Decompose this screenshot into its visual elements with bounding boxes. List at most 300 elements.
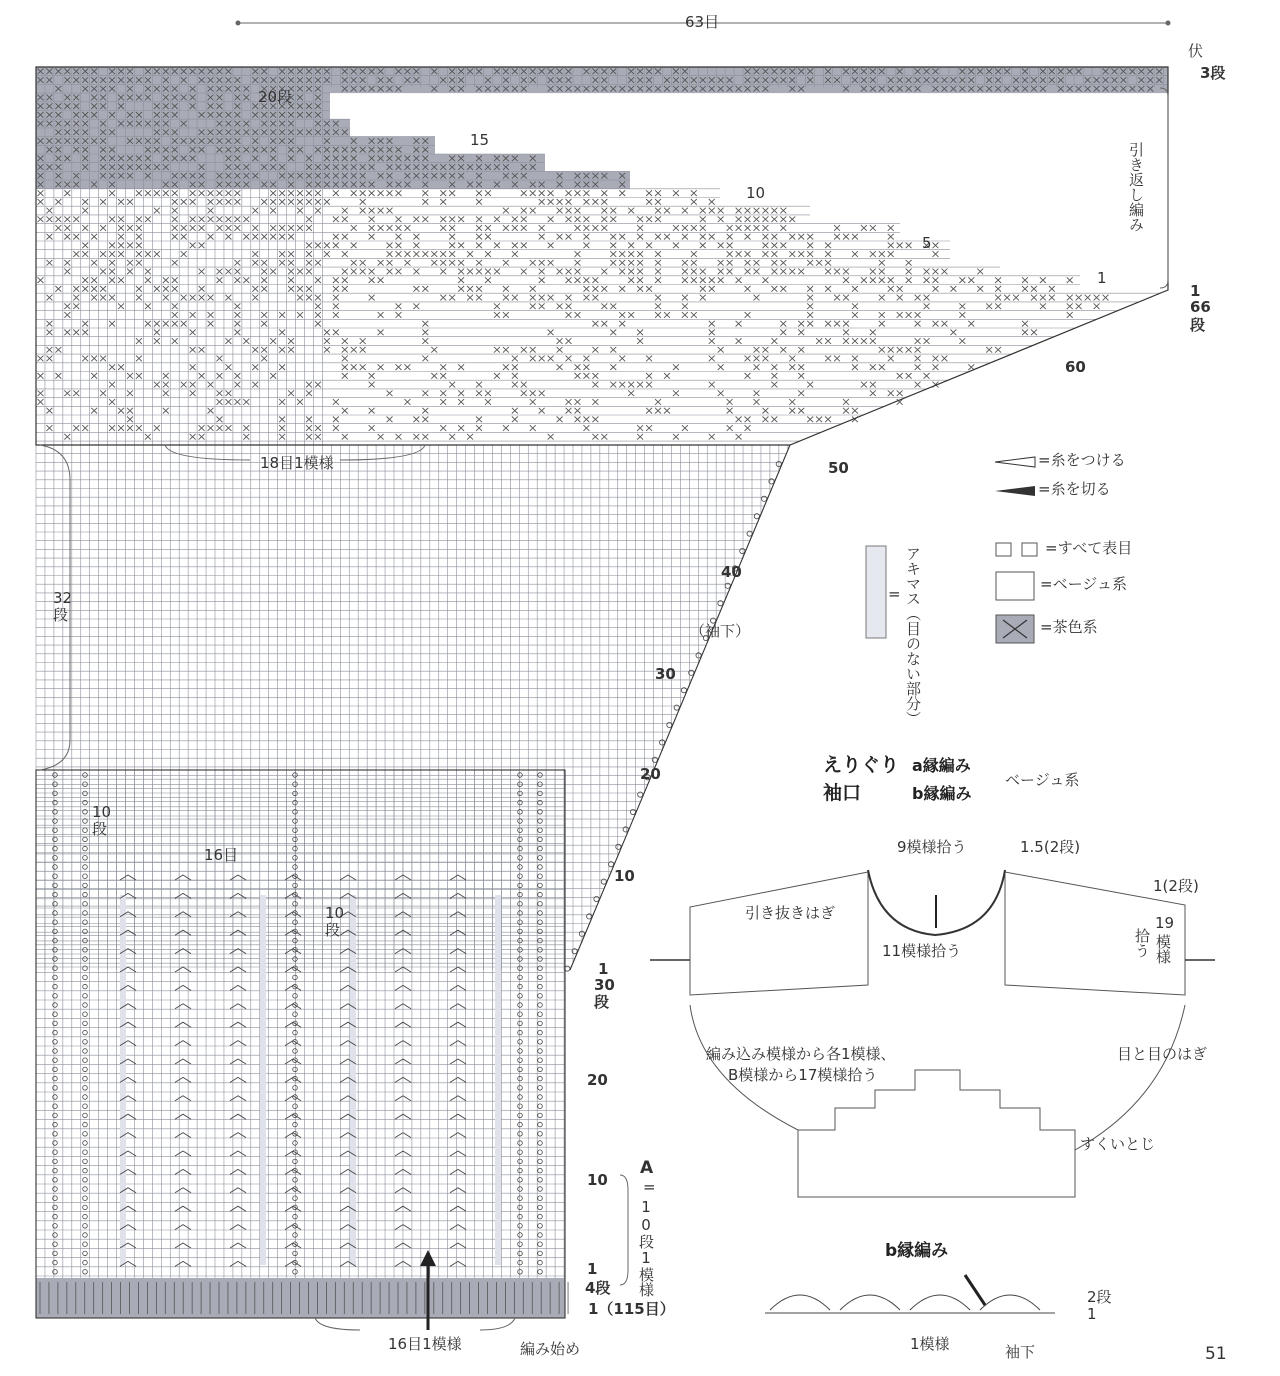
- brown-stitch-x: [333, 312, 339, 318]
- brown-stitch-x: [575, 216, 581, 222]
- brown-stitch-x: [324, 347, 330, 353]
- brown-stitch-x: [995, 295, 1001, 301]
- yarn-over-mark: [538, 856, 543, 861]
- brown-stitch-x: [736, 417, 742, 423]
- brown-stitch-x: [852, 234, 858, 240]
- brown-stitch-x: [986, 303, 992, 309]
- brown-stitch-x: [64, 260, 70, 266]
- brown-stitch-x: [324, 330, 330, 336]
- brown-stitch-x: [252, 382, 258, 388]
- yarn-over-mark: [83, 1260, 88, 1265]
- brown-stitch-x: [754, 295, 760, 301]
- b-edging-cut-marker: [965, 1275, 985, 1305]
- brown-stitch-x: [342, 347, 348, 353]
- yarn-over-mark: [518, 865, 523, 870]
- brown-stitch-x: [172, 216, 178, 222]
- brown-stitch-x: [136, 338, 142, 344]
- brown-stitch-x: [127, 269, 133, 275]
- brown-stitch-x: [879, 347, 885, 353]
- yarn-over-mark: [53, 1196, 58, 1201]
- brown-stitch-x: [888, 251, 894, 257]
- brown-stitch-x: [109, 190, 115, 196]
- brown-stitch-x: [664, 208, 670, 214]
- decrease-mark: [230, 1004, 246, 1009]
- brown-stitch-x: [199, 373, 205, 379]
- brown-stitch-x: [879, 321, 885, 327]
- brown-stitch-x: [1103, 295, 1109, 301]
- brown-stitch-x: [91, 286, 97, 292]
- brown-stitch-x: [906, 277, 912, 283]
- brown-stitch-x: [413, 434, 419, 440]
- brown-stitch-x: [422, 216, 428, 222]
- brown-stitch-x: [512, 356, 518, 362]
- brown-stitch-x: [333, 190, 339, 196]
- decrease-mark: [175, 875, 191, 880]
- yarn-over-mark: [293, 837, 298, 842]
- brown-stitch-x: [217, 373, 223, 379]
- brown-stitch-x: [279, 434, 285, 440]
- brown-stitch-x: [843, 330, 849, 336]
- brown-stitch-x: [55, 199, 61, 205]
- brown-stitch-x: [270, 225, 276, 231]
- brown-stitch-x: [583, 277, 589, 283]
- brown-stitch-x: [771, 364, 777, 370]
- bottom-repeat-bracket: [315, 1318, 515, 1330]
- brown-stitch-x: [557, 338, 563, 344]
- brown-stitch-x: [476, 382, 482, 388]
- brown-stitch-x: [208, 408, 214, 414]
- brown-stitch-x: [127, 390, 133, 396]
- yarn-over-mark: [53, 1205, 58, 1210]
- brown-stitch-x: [234, 269, 240, 275]
- brown-stitch-x: [852, 312, 858, 318]
- brown-stitch-x: [136, 190, 142, 196]
- brown-stitch-x: [1022, 286, 1028, 292]
- brown-stitch-x: [476, 425, 482, 431]
- brown-stitch-x: [995, 347, 1001, 353]
- brown-stitch-x: [270, 208, 276, 214]
- brown-stitch-x: [655, 312, 661, 318]
- yarn-over-mark: [83, 865, 88, 870]
- yarn-over-mark: [53, 1003, 58, 1008]
- yarn-over-mark: [53, 1132, 58, 1137]
- brown-stitch-x: [127, 243, 133, 249]
- yarn-over-mark: [518, 1095, 523, 1100]
- yarn-over-mark: [83, 1270, 88, 1275]
- brown-stitch-x: [771, 286, 777, 292]
- brown-stitch-x: [55, 286, 61, 292]
- brown-stitch-x: [637, 425, 643, 431]
- decrease-mark: [230, 1225, 246, 1230]
- brown-stitch-x: [190, 225, 196, 231]
- brown-stitch-x: [1040, 295, 1046, 301]
- brown-stitch-x: [610, 303, 616, 309]
- brown-stitch-x: [798, 390, 804, 396]
- brown-stitch-x: [369, 269, 375, 275]
- brown-stitch-x: [476, 286, 482, 292]
- rib-band: [36, 1278, 565, 1318]
- yarn-over-mark: [518, 920, 523, 925]
- brown-stitch-x: [727, 243, 733, 249]
- brown-stitch-x: [404, 364, 410, 370]
- brown-stitch-x: [64, 216, 70, 222]
- brown-stitch-x: [440, 295, 446, 301]
- brown-stitch-x: [64, 434, 70, 440]
- brown-stitch-x: [136, 234, 142, 240]
- dimension-dot-left: [236, 21, 241, 26]
- yarn-over-mark: [83, 975, 88, 980]
- brown-stitch-x: [888, 277, 894, 283]
- yarn-over-mark: [83, 1132, 88, 1137]
- brown-stitch-x: [208, 216, 214, 222]
- brown-stitch-x: [440, 190, 446, 196]
- brown-stitch-x: [915, 312, 921, 318]
- brown-stitch-x: [288, 225, 294, 231]
- brown-stitch-x: [109, 269, 115, 275]
- decrease-mark: [450, 1004, 466, 1009]
- decrease-mark: [175, 912, 191, 917]
- brown-stitch-x: [82, 208, 88, 214]
- yarn-over-mark: [53, 874, 58, 879]
- brown-stitch-x: [861, 382, 867, 388]
- brown-stitch-x: [73, 234, 79, 240]
- brown-stitch-x: [145, 303, 151, 309]
- brown-stitch-x: [279, 251, 285, 257]
- brown-stitch-x: [691, 190, 697, 196]
- brown-stitch-x: [225, 216, 231, 222]
- brown-stitch-x: [745, 356, 751, 362]
- brown-stitch-x: [243, 338, 249, 344]
- brown-stitch-x: [38, 373, 44, 379]
- brown-stitch-x: [870, 338, 876, 344]
- brown-stitch-x: [673, 434, 679, 440]
- yarn-over-mark: [518, 1251, 523, 1256]
- brown-stitch-x: [91, 356, 97, 362]
- decrease-mark: [230, 985, 246, 990]
- brown-stitch-x: [583, 356, 589, 362]
- brown-stitch-x: [807, 417, 813, 423]
- brown-stitch-x: [601, 269, 607, 275]
- b-edging-repeat: 1模様: [910, 1335, 950, 1353]
- brown-stitch-x: [234, 303, 240, 309]
- brown-stitch-x: [691, 277, 697, 283]
- brown-stitch-x: [754, 347, 760, 353]
- brown-stitch-x: [306, 390, 312, 396]
- brown-stitch-x: [387, 225, 393, 231]
- brown-stitch-x: [387, 417, 393, 423]
- yarn-over-mark: [518, 1159, 523, 1164]
- brown-row: [36, 171, 630, 180]
- yarn-over-mark: [53, 1224, 58, 1229]
- brown-stitch-x: [396, 434, 402, 440]
- brown-stitch-x: [109, 364, 115, 370]
- brown-stitch-x: [566, 356, 572, 362]
- brown-stitch-x: [637, 330, 643, 336]
- brown-stitch-x: [172, 208, 178, 214]
- yarn-over-mark: [293, 957, 298, 962]
- brown-stitch-x: [503, 295, 509, 301]
- brown-stitch-x: [360, 260, 366, 266]
- legend-knit-all: =すべて表目: [1045, 539, 1133, 557]
- brown-stitch-x: [700, 295, 706, 301]
- brown-stitch-x: [225, 364, 231, 370]
- brown-stitch-x: [38, 356, 44, 362]
- brown-stitch-x: [897, 295, 903, 301]
- brown-stitch-x: [64, 269, 70, 275]
- brown-stitch-x: [252, 208, 258, 214]
- brown-stitch-x: [208, 190, 214, 196]
- brown-stitch-x: [566, 199, 572, 205]
- brown-stitch-x: [548, 216, 554, 222]
- brown-stitch-x: [825, 356, 831, 362]
- brown-stitch-x: [387, 243, 393, 249]
- brown-stitch-x: [807, 234, 813, 240]
- brown-stitch-x: [548, 260, 554, 266]
- brown-stitch-x: [449, 225, 455, 231]
- brown-stitch-x: [539, 277, 545, 283]
- brown-stitch-x: [494, 243, 500, 249]
- brown-stitch-x: [539, 190, 545, 196]
- brown-stitch-x: [387, 208, 393, 214]
- yarn-over-mark: [518, 837, 523, 842]
- brown-stitch-x: [897, 373, 903, 379]
- brown-stitch-x: [91, 295, 97, 301]
- brown-stitch-x: [422, 286, 428, 292]
- brown-stitch-x: [1031, 286, 1037, 292]
- brown-stitch-x: [422, 408, 428, 414]
- brown-stitch-x: [646, 216, 652, 222]
- brown-stitch-x: [619, 382, 625, 388]
- yarn-over-mark: [538, 1003, 543, 1008]
- brown-stitch-x: [190, 347, 196, 353]
- brown-stitch-x: [82, 251, 88, 257]
- brown-stitch-x: [422, 190, 428, 196]
- pattern-a-bracket: [620, 1175, 628, 1285]
- brown-stitch-x: [422, 390, 428, 396]
- brown-stitch-x: [351, 243, 357, 249]
- brown-stitch-x: [431, 347, 437, 353]
- decrease-mark: [230, 1206, 246, 1211]
- brown-stitch-x: [924, 277, 930, 283]
- brown-stitch-x: [548, 295, 554, 301]
- brown-stitch-x: [566, 208, 572, 214]
- left-sleeve: [690, 872, 868, 995]
- yarn-over-mark: [518, 929, 523, 934]
- brown-stitch-x: [306, 225, 312, 231]
- yarn-over-mark: [83, 773, 88, 778]
- brown-stitch-x: [583, 425, 589, 431]
- brown-stitch-x: [64, 330, 70, 336]
- brown-stitch-x: [396, 234, 402, 240]
- brown-stitch-x: [279, 347, 285, 353]
- brown-stitch-x: [64, 190, 70, 196]
- brown-stitch-x: [413, 303, 419, 309]
- brown-stitch-x: [440, 364, 446, 370]
- brown-stitch-x: [557, 364, 563, 370]
- brown-stitch-x: [1085, 295, 1091, 301]
- brown-stitch-x: [154, 251, 160, 257]
- brown-stitch-x: [575, 364, 581, 370]
- brown-stitch-x: [709, 277, 715, 283]
- brown-stitch-x: [145, 216, 151, 222]
- brown-stitch-x: [145, 277, 151, 283]
- yarn-over-mark: [538, 874, 543, 879]
- brown-stitch-x: [82, 286, 88, 292]
- brown-stitch-x: [736, 277, 742, 283]
- brown-stitch-x: [861, 225, 867, 231]
- brown-stitch-x: [485, 399, 491, 405]
- brown-stitch-x: [745, 286, 751, 292]
- brown-stitch-x: [592, 225, 598, 231]
- brown-stitch-x: [225, 225, 231, 231]
- brown-stitch-x: [38, 199, 44, 205]
- brown-stitch-x: [530, 356, 536, 362]
- brown-stitch-x: [968, 321, 974, 327]
- brown-stitch-x: [485, 225, 491, 231]
- brown-stitch-x: [700, 225, 706, 231]
- brown-stitch-x: [100, 199, 106, 205]
- brown-stitch-x: [297, 286, 303, 292]
- brown-stitch-x: [807, 295, 813, 301]
- brown-stitch-x: [476, 190, 482, 196]
- brown-stitch-x: [360, 208, 366, 214]
- brown-stitch-x: [852, 251, 858, 257]
- yarn-over-mark: [83, 1040, 88, 1045]
- brown-stitch-x: [789, 269, 795, 275]
- yarn-over-mark: [83, 1196, 88, 1201]
- brown-stitch-x: [315, 260, 321, 266]
- brown-stitch-x: [771, 208, 777, 214]
- purl-column: [260, 895, 266, 1265]
- brown-stitch-x: [279, 417, 285, 423]
- yarn-over-mark: [53, 1260, 58, 1265]
- brown-stitch-x: [933, 356, 939, 362]
- brown-stitch-x: [682, 208, 688, 214]
- brown-stitch-x: [601, 208, 607, 214]
- brown-stitch-x: [548, 330, 554, 336]
- brown-stitch-x: [217, 425, 223, 431]
- brown-stitch-x: [190, 434, 196, 440]
- brown-stitch-x: [136, 295, 142, 301]
- brown-stitch-x: [199, 286, 205, 292]
- row-label-66: 66: [1190, 298, 1211, 316]
- brown-stitch-x: [306, 251, 312, 257]
- brown-stitch-x: [163, 373, 169, 379]
- brown-stitch-x: [950, 286, 956, 292]
- brown-stitch-x: [288, 260, 294, 266]
- brown-stitch-x: [718, 347, 724, 353]
- brown-stitch-x: [136, 243, 142, 249]
- brown-stitch-x: [279, 312, 285, 318]
- brown-stitch-x: [601, 199, 607, 205]
- yarn-over-mark: [538, 883, 543, 888]
- yarn-over-mark: [538, 1076, 543, 1081]
- brown-stitch-x: [387, 260, 393, 266]
- brown-stitch-x: [38, 390, 44, 396]
- brown-stitch-x: [413, 286, 419, 292]
- brown-stitch-x: [557, 347, 563, 353]
- yarn-over-mark: [518, 1150, 523, 1155]
- brown-stitch-x: [539, 303, 545, 309]
- legend-empty-desc: アキマス（目のない部分）: [904, 546, 922, 726]
- brown-stitch-x: [566, 234, 572, 240]
- brown-stitch-x: [118, 277, 124, 283]
- brown-stitch-x: [217, 277, 223, 283]
- brown-stitch-x: [369, 234, 375, 240]
- legend-attach-yarn: =糸をつける: [1038, 451, 1126, 469]
- yarn-over-mark: [538, 1104, 543, 1109]
- brown-stitch-x: [485, 269, 491, 275]
- yarn-over-mark: [538, 846, 543, 851]
- b-edging-row2: 2段: [1087, 1288, 1112, 1306]
- brown-stitch-x: [261, 260, 267, 266]
- brown-stitch-x: [789, 408, 795, 414]
- brown-stitch-x: [270, 234, 276, 240]
- yarn-over-mark: [538, 1122, 543, 1127]
- brown-stitch-x: [762, 208, 768, 214]
- decrease-mark: [230, 912, 246, 917]
- yarn-over-mark: [53, 1122, 58, 1127]
- brown-stitch-x: [46, 330, 52, 336]
- brown-stitch-x: [583, 190, 589, 196]
- brown-stitch-x: [592, 295, 598, 301]
- yarn-over-mark: [83, 966, 88, 971]
- row-label-3: 3段: [1200, 64, 1226, 82]
- rows-10a-unit: 段: [92, 820, 108, 838]
- brown-stitch-x: [575, 260, 581, 266]
- brown-stitch-x: [413, 269, 419, 275]
- yarn-over-mark: [538, 865, 543, 870]
- brown-stitch-x: [995, 303, 1001, 309]
- brown-stitch-x: [342, 434, 348, 440]
- brown-stitch-x: [780, 208, 786, 214]
- brown-stitch-x: [655, 234, 661, 240]
- brown-stitch-x: [82, 330, 88, 336]
- yarn-over-mark: [53, 1067, 58, 1072]
- brown-stitch-x: [46, 321, 52, 327]
- brown-stitch-x: [807, 243, 813, 249]
- brown-stitch-x: [252, 286, 258, 292]
- brown-stitch-x: [548, 190, 554, 196]
- brown-stitch-x: [575, 269, 581, 275]
- brown-stitch-x: [771, 417, 777, 423]
- brown-stitch-x: [476, 269, 482, 275]
- decrease-mark: [450, 985, 466, 990]
- brown-stitch-x: [762, 243, 768, 249]
- brown-stitch-x: [458, 243, 464, 249]
- legend-cut-yarn: =糸を切る: [1038, 480, 1111, 498]
- brown-stitch-x: [539, 295, 545, 301]
- brown-stitch-x: [118, 234, 124, 240]
- brown-stitch-x: [709, 199, 715, 205]
- yarn-over-mark: [53, 1150, 58, 1155]
- rows-10b-num: 10: [325, 904, 345, 922]
- brown-stitch-x: [109, 382, 115, 388]
- brown-stitch-x: [369, 382, 375, 388]
- brown-stitch-x: [190, 330, 196, 336]
- brown-stitch-x: [601, 225, 607, 231]
- brown-stitch-x: [879, 364, 885, 370]
- brown-stitch-x: [109, 277, 115, 283]
- decrease-mark: [175, 1114, 191, 1119]
- short-row-label: 引き返し編み: [1127, 142, 1145, 232]
- brown-stitch-x: [351, 260, 357, 266]
- yarn-over-mark: [53, 1251, 58, 1256]
- brown-stitch-x: [959, 277, 965, 283]
- yarn-over-mark: [518, 1187, 523, 1192]
- brown-stitch-x: [619, 312, 625, 318]
- brown-stitch-x: [673, 243, 679, 249]
